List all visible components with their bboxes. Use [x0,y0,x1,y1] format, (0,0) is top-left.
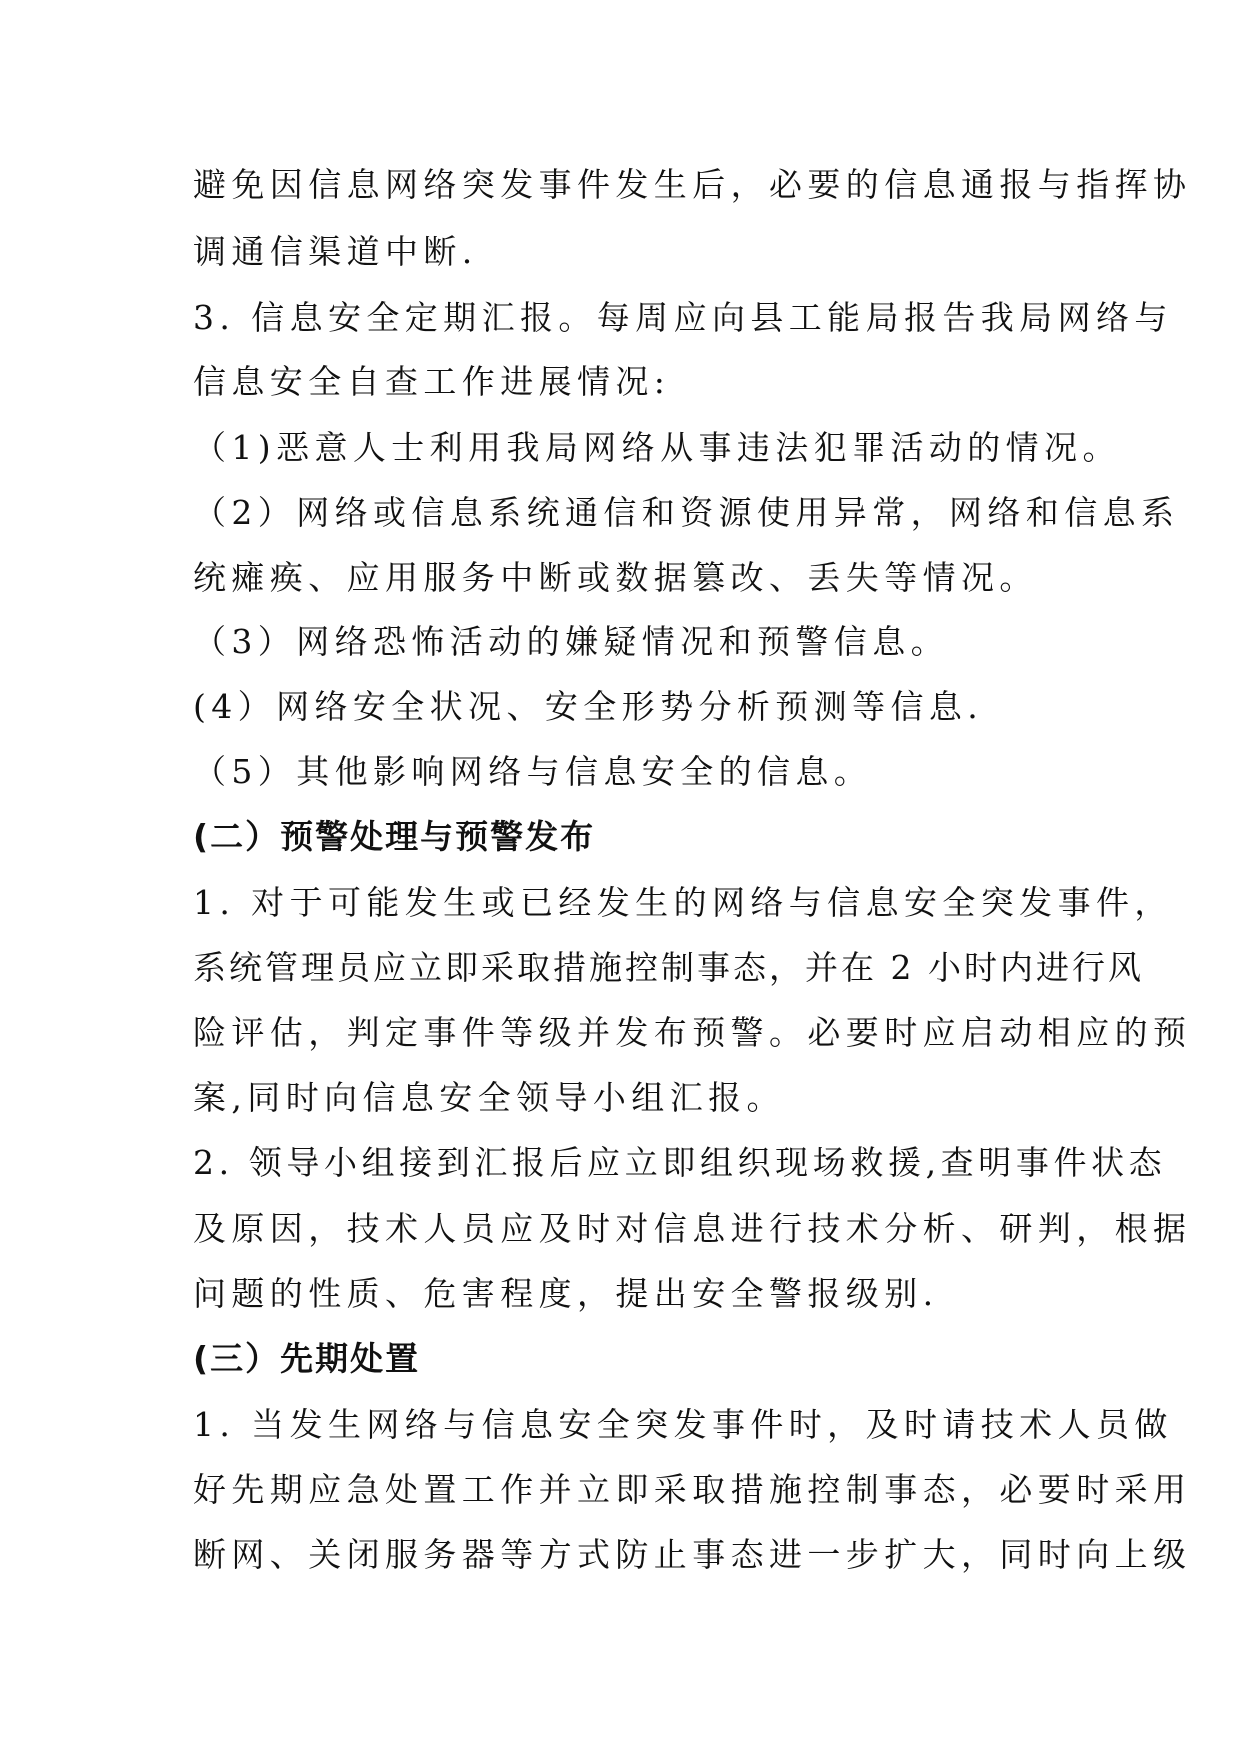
body-text-line: 系统管理员应立即采取措施控制事态，并在 2 小时内进行风 [193,948,1144,987]
body-text-line: 1. 当发生网络与信息安全突发事件时，及时请技术人员做 [193,1405,1173,1444]
body-text-line: 问题的性质、危害程度，提出安全警报级别. [193,1274,939,1313]
body-text-line: 险评估，判定事件等级并发布预警。必要时应启动相应的预 [193,1013,1192,1052]
section-heading: (三）先期处置 [193,1339,421,1378]
body-text-line: 统瘫痪、应用服务中断或数据篡改、丢失等情况。 [193,558,1038,597]
body-text-line: 案,同时向信息安全领导小组汇报。 [193,1078,785,1117]
body-text-line: 避免因信息网络突发事件发生后，必要的信息通报与指挥协 [193,165,1192,204]
body-text-line: 好先期应急处置工作并立即采取措施控制事态，必要时采用 [193,1470,1192,1509]
list-item-line: （5）其他影响网络与信息安全的信息。 [193,752,873,791]
body-text-line: 信息安全自查工作进展情况: [193,362,671,401]
list-item-line: （2）网络或信息系统通信和资源使用异常，网络和信息系 [193,493,1180,532]
body-text-line: 断网、关闭服务器等方式防止事态进一步扩大，同时向上级 [193,1535,1192,1574]
body-text-line: 调通信渠道中断. [193,232,478,271]
body-text-line: 3. 信息安全定期汇报。每周应向县工能局报告我局网络与 [193,298,1173,337]
body-text-line: 2. 领导小组接到汇报后应立即组织现场救援,查明事件状态 [193,1143,1167,1182]
body-text-line: 及原因，技术人员应及时对信息进行技术分析、研判，根据 [193,1209,1192,1248]
body-text-line: 1. 对于可能发生或已经发生的网络与信息安全突发事件， [193,883,1173,922]
list-item-line: （1)恶意人士利用我局网络从事违法犯罪活动的情况。 [193,428,1121,467]
section-heading: (二）预警处理与预警发布 [193,817,596,856]
list-item-line: (4）网络安全状况、安全形势分析预测等信息. [193,687,984,726]
list-item-line: （3）网络恐怖活动的嫌疑情况和预警信息。 [193,622,949,661]
